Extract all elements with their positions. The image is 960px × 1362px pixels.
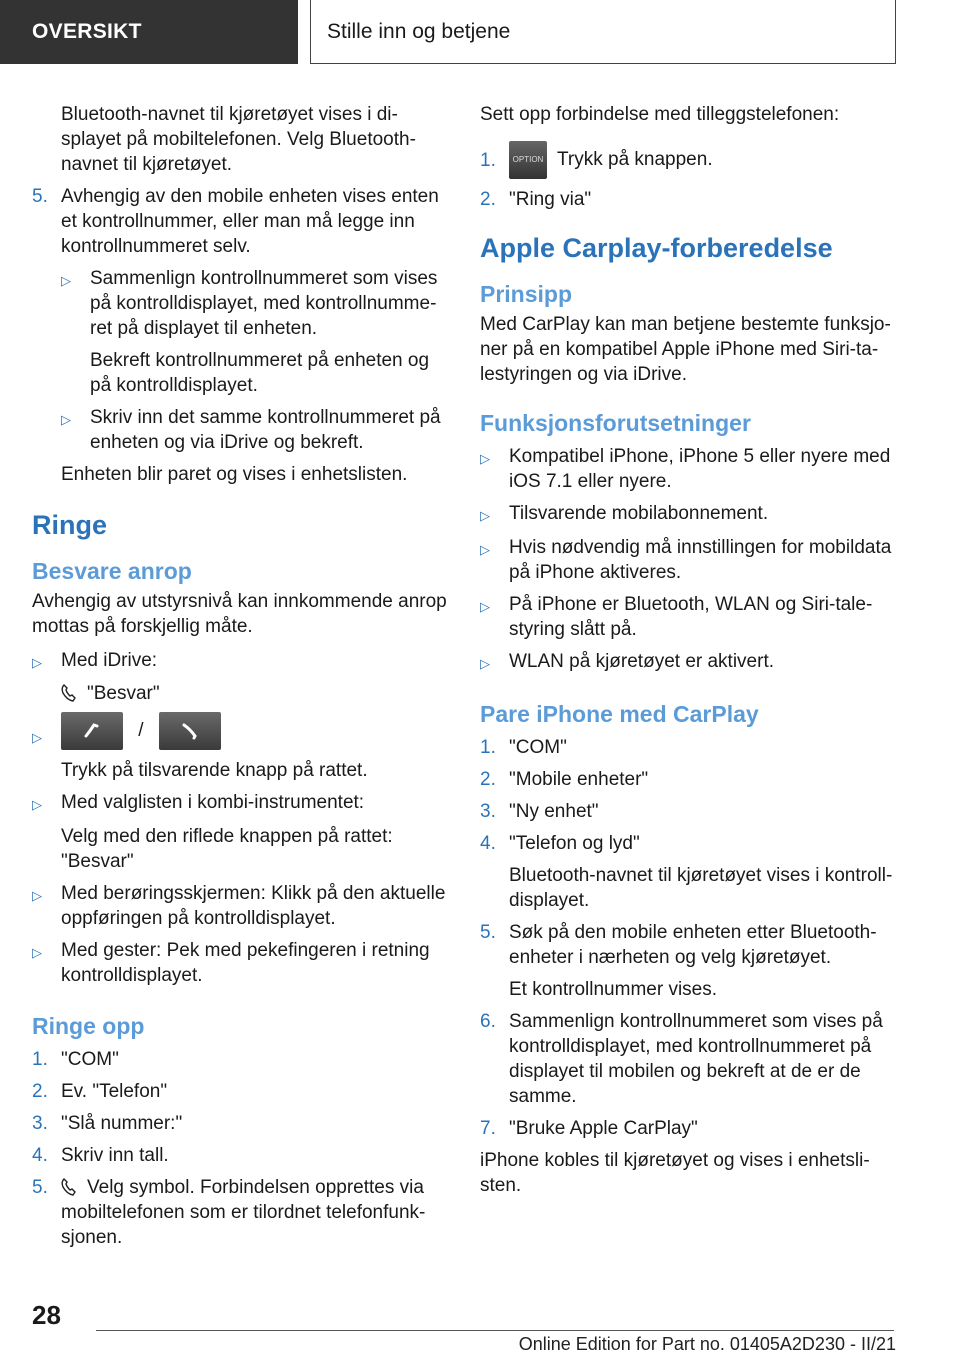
bullet-item: [32, 712, 450, 750]
bullet-item: [61, 405, 450, 455]
bullet-icon: ▷: [32, 655, 42, 670]
bullet-icon: ▷: [480, 508, 490, 523]
bullet-item: [480, 649, 898, 676]
paragraph: Enheten blir paret og vises i enhetslisten.: [61, 464, 408, 485]
phone-icon: [61, 1178, 77, 1196]
section-tab: [0, 0, 298, 64]
list-item: [480, 920, 898, 970]
bullet-item: [32, 648, 450, 675]
step-number: 1.: [32, 1049, 48, 1070]
step-number: 1.: [480, 737, 496, 758]
list-item: [480, 767, 898, 792]
list-item: [32, 1175, 450, 1250]
heading-funksjonsforutsetninger: Funksjonsforutsetninger: [480, 410, 751, 436]
accept-call-key: [61, 712, 123, 750]
list-item: [32, 1143, 450, 1168]
phone-icon: [61, 684, 77, 702]
step-number: 3.: [32, 1113, 48, 1134]
bullet-icon: ▷: [32, 797, 42, 812]
step-text: Avhengig av den mobile enheten vises enten et kontrollnummer, eller man må legge inn kontrollnummeret selv.: [61, 186, 439, 257]
list-item: [480, 141, 898, 179]
step-number: 2.: [480, 769, 496, 790]
step-text: "Ring via": [509, 189, 592, 210]
bullet-text: Kompatibel iPhone, iPhone 5 eller nyere med iOS 7.1 eller nyere.: [509, 446, 891, 492]
list-item: [480, 187, 898, 212]
accept-call-key: [159, 712, 221, 750]
step-number: 2.: [32, 1081, 48, 1102]
heading-carplay: Apple Carplay-forberedelse: [480, 233, 833, 263]
paragraph: iPhone kobles til kjøretøyet og vises i enhetslisten.: [480, 1150, 870, 1196]
paragraph: Med CarPlay kan man betjene bestemte funksjoner på en kompatibel Apple iPhone med Siri-talestyringen og via iDrive.: [480, 314, 891, 385]
bullet-item: [480, 444, 898, 494]
heading-prinsipp: Prinsipp: [480, 281, 573, 307]
bullet-icon: ▷: [32, 945, 42, 960]
bullet-icon: ▷: [61, 412, 71, 427]
bullet-item: [61, 266, 450, 341]
separator: /: [138, 720, 144, 742]
bullet-text: Tilsvarende mobilabonnement.: [509, 503, 769, 524]
paragraph: Trykk på tilsvarende knapp på rattet.: [61, 760, 368, 781]
bullet-icon: ▷: [480, 656, 490, 671]
paragraph: Bluetooth-navnet til kjøretøyet vises i displayet på mobiltelefonen. Velg Bluetooth-navnet til kjøretøyet.: [61, 104, 416, 175]
paragraph: Bekreft kontrollnummeret på enheten og på kontrolldisplayet.: [90, 350, 430, 396]
bullet-item: [32, 790, 450, 817]
footer-text: Online Edition for Part no. 01405A2D230 - II/21: [518, 1334, 896, 1354]
step-text: Trykk på knappen.: [557, 149, 713, 171]
heading-ringe-opp: Ringe opp: [32, 1013, 145, 1039]
list-item: [480, 831, 898, 856]
bullet-icon: ▷: [32, 730, 42, 745]
step-number: 5.: [32, 1177, 48, 1198]
paragraph: Bluetooth-navnet til kjøretøyet vises i kontrolldisplayet.: [509, 865, 893, 911]
step-text: "Mobile enheter": [509, 769, 649, 790]
step-number: 5.: [32, 186, 48, 207]
left-column: [32, 102, 450, 1250]
bullet-icon: ▷: [480, 542, 490, 557]
page-number: 28: [32, 1300, 61, 1330]
bullet-text: Med gester: Pek med pekefingeren i retning kontrolldisplayet.: [61, 940, 430, 986]
list-item: [32, 1111, 450, 1136]
paragraph: [32, 681, 450, 706]
step-text: Skriv inn tall.: [61, 1145, 169, 1166]
bullet-text: Hvis nødvendig må innstillingen for mobildata på iPhone aktiveres.: [509, 537, 892, 583]
step-number: 4.: [480, 833, 496, 854]
bullet-icon: ▷: [32, 888, 42, 903]
menu-label: "Besvar": [87, 683, 160, 704]
step-text: Søk på den mobile enheten etter Bluetooth-enheter i nærheten og velg kjøretøyet.: [509, 922, 877, 968]
chapter-title: Stille inn og betjene: [327, 19, 511, 43]
footer-divider: [96, 1330, 894, 1331]
step-number: 5.: [480, 922, 496, 943]
paragraph: Et kontrollnummer vises.: [509, 979, 718, 1000]
step-number: 6.: [480, 1011, 496, 1032]
bullet-item: [32, 881, 450, 931]
step-number: 7.: [480, 1118, 496, 1139]
paragraph: Avhengig av utstyrsnivå kan innkommende anrop mottas på forskjellig måte.: [32, 591, 447, 637]
list-item: [32, 1079, 450, 1104]
bullet-text: Med valglisten i kombi-instrumentet:: [61, 792, 365, 813]
step-text: "Bruke Apple CarPlay": [509, 1118, 698, 1139]
bullet-icon: ▷: [61, 273, 71, 288]
section-title: OVERSIKT: [32, 20, 142, 43]
heading-ringe: Ringe: [32, 510, 108, 540]
bullet-text: WLAN på kjøretøyet er aktivert.: [509, 651, 775, 672]
heading-besvare-anrop: Besvare anrop: [32, 558, 192, 584]
step-number: 2.: [480, 189, 496, 210]
list-item: [480, 735, 898, 760]
step-number: 4.: [32, 1145, 48, 1166]
call-steps-list: [32, 1047, 450, 1250]
bullet-text: Sammenlign kontrollnummeret som vises på kontrolldisplayet, med kontrollnummeret på displayet til enheten.: [90, 268, 438, 339]
step-text: "Slå nummer:": [61, 1113, 183, 1134]
list-item: [480, 799, 898, 824]
bullet-item: [480, 501, 898, 528]
right-column: [480, 102, 898, 1198]
bullet-item: [32, 938, 450, 988]
step-number: 3.: [480, 801, 496, 822]
step-text: Sammenlign kontrollnummeret som vises på kontrolldisplayet, med kontrollnummeret på displayet til mobilen og bekreft at de er de samme.: [509, 1011, 883, 1107]
step-text: Velg symbol. Forbindelsen opprettes via mobiltelefonen som er tilordnet telefonfunksjonen.: [61, 1177, 426, 1248]
step-text: "Telefon og lyd": [509, 833, 640, 854]
heading-pare-iphone: Pare iPhone med CarPlay: [480, 701, 759, 727]
chapter-tab: [310, 0, 896, 64]
list-item: [32, 184, 450, 259]
bullet-item: [480, 592, 898, 642]
bullet-text: Med iDrive:: [61, 650, 158, 671]
bullet-text: Med berøringsskjermen: Klikk på den aktuelle oppføringen på kontrolldisplayet.: [61, 883, 446, 929]
paragraph: Velg med den riflede knappen på rattet: "Besvar": [61, 826, 393, 872]
bullet-text: På iPhone er Bluetooth, WLAN og Siri-talestyring slått på.: [509, 594, 873, 640]
option-button-icon: OPTION: [509, 141, 547, 179]
step-text: Ev. "Telefon": [61, 1081, 168, 1102]
step-text: "COM": [509, 737, 567, 758]
list-item: [480, 1009, 898, 1109]
list-item: [32, 1047, 450, 1072]
step-text: "Ny enhet": [509, 801, 599, 822]
step-number: 1.: [480, 149, 496, 171]
list-item: [480, 1116, 898, 1141]
step-text: "COM": [61, 1049, 119, 1070]
paragraph: Sett opp forbindelse med tilleggstelefonen:: [480, 104, 840, 125]
requirements-list: [480, 444, 898, 676]
bullet-icon: ▷: [480, 599, 490, 614]
pair-steps-list: [480, 735, 898, 856]
bullet-text: Skriv inn det samme kontrollnummeret på enheten og via iDrive og bekreft.: [90, 407, 441, 453]
bullet-icon: ▷: [480, 451, 490, 466]
bullet-item: [480, 535, 898, 585]
